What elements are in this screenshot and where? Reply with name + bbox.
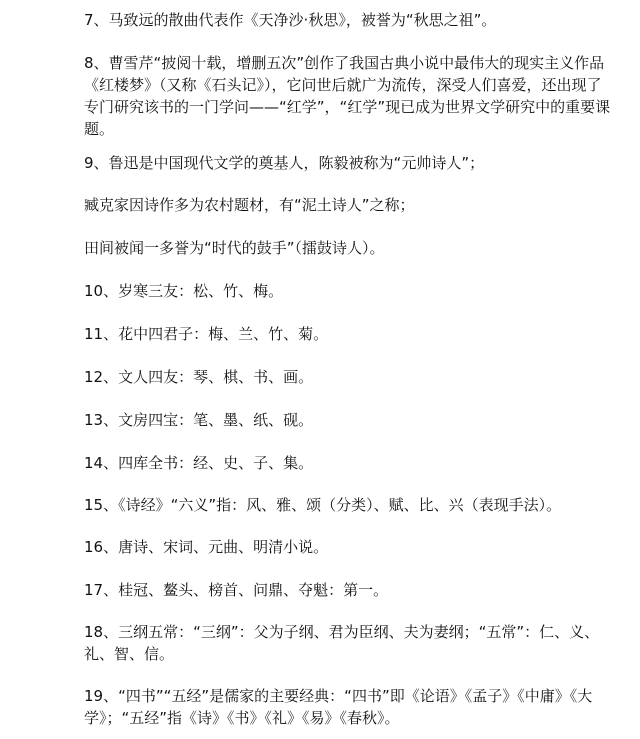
list-item: 8、曹雪芹“披阅十载，增删五次”创作了我国古典小说中最伟大的现实主义作品《红楼梦》（又称《石头记》），它问世后就广为流传，深受人们喜爱，还出现了专门研究该书的一门学问——“红学”，“红学”现已成为世界文学研究中的重要课题。: [84, 54, 611, 138]
list-item: 10、岁寒三友：松、竹、梅。: [84, 282, 284, 300]
list-item: 15、《诗经》“六义”指：风、雅、颂（分类）、赋、比、兴（表现手法）。: [84, 496, 562, 514]
list-item: 18、三纲五常：“三纲”：父为子纲、君为臣纲、夫为妻纲；“五常”：仁、义、礼、智、信。: [84, 623, 600, 663]
list-item: 臧克家因诗作多为农村题材，有“泥土诗人”之称；: [84, 196, 415, 214]
list-item: 11、花中四君子：梅、兰、竹、菊。: [84, 325, 329, 343]
list-item: 16、唐诗、宋词、元曲、明清小说。: [84, 538, 329, 556]
list-item: 7、马致远的散曲代表作《天净沙·秋思》，被誉为“秋思之祖”。: [84, 11, 497, 29]
list-item: 14、四库全书：经、史、子、集。: [84, 454, 314, 472]
list-item: 17、桂冠、鳌头、榜首、问鼎、夺魁：第一。: [84, 581, 389, 599]
list-item: 12、文人四友：琴、棋、书、画。: [84, 368, 314, 386]
list-item: 13、文房四宝：笔、墨、纸、砚。: [84, 411, 314, 429]
list-item: 田间被闻一多誉为“时代的鼓手”（擂鼓诗人）。: [84, 239, 385, 257]
list-item: 9、鲁迅是中国现代文学的奠基人，陈毅被称为“元帅诗人”；: [84, 154, 485, 172]
list-item: 19、“四书”“五经”是儒家的主要经典：“四书”即《论语》《孟子》《中庸》《大学》；“五经”指《诗》《书》《礼》《易》《春秋》。: [84, 687, 593, 727]
